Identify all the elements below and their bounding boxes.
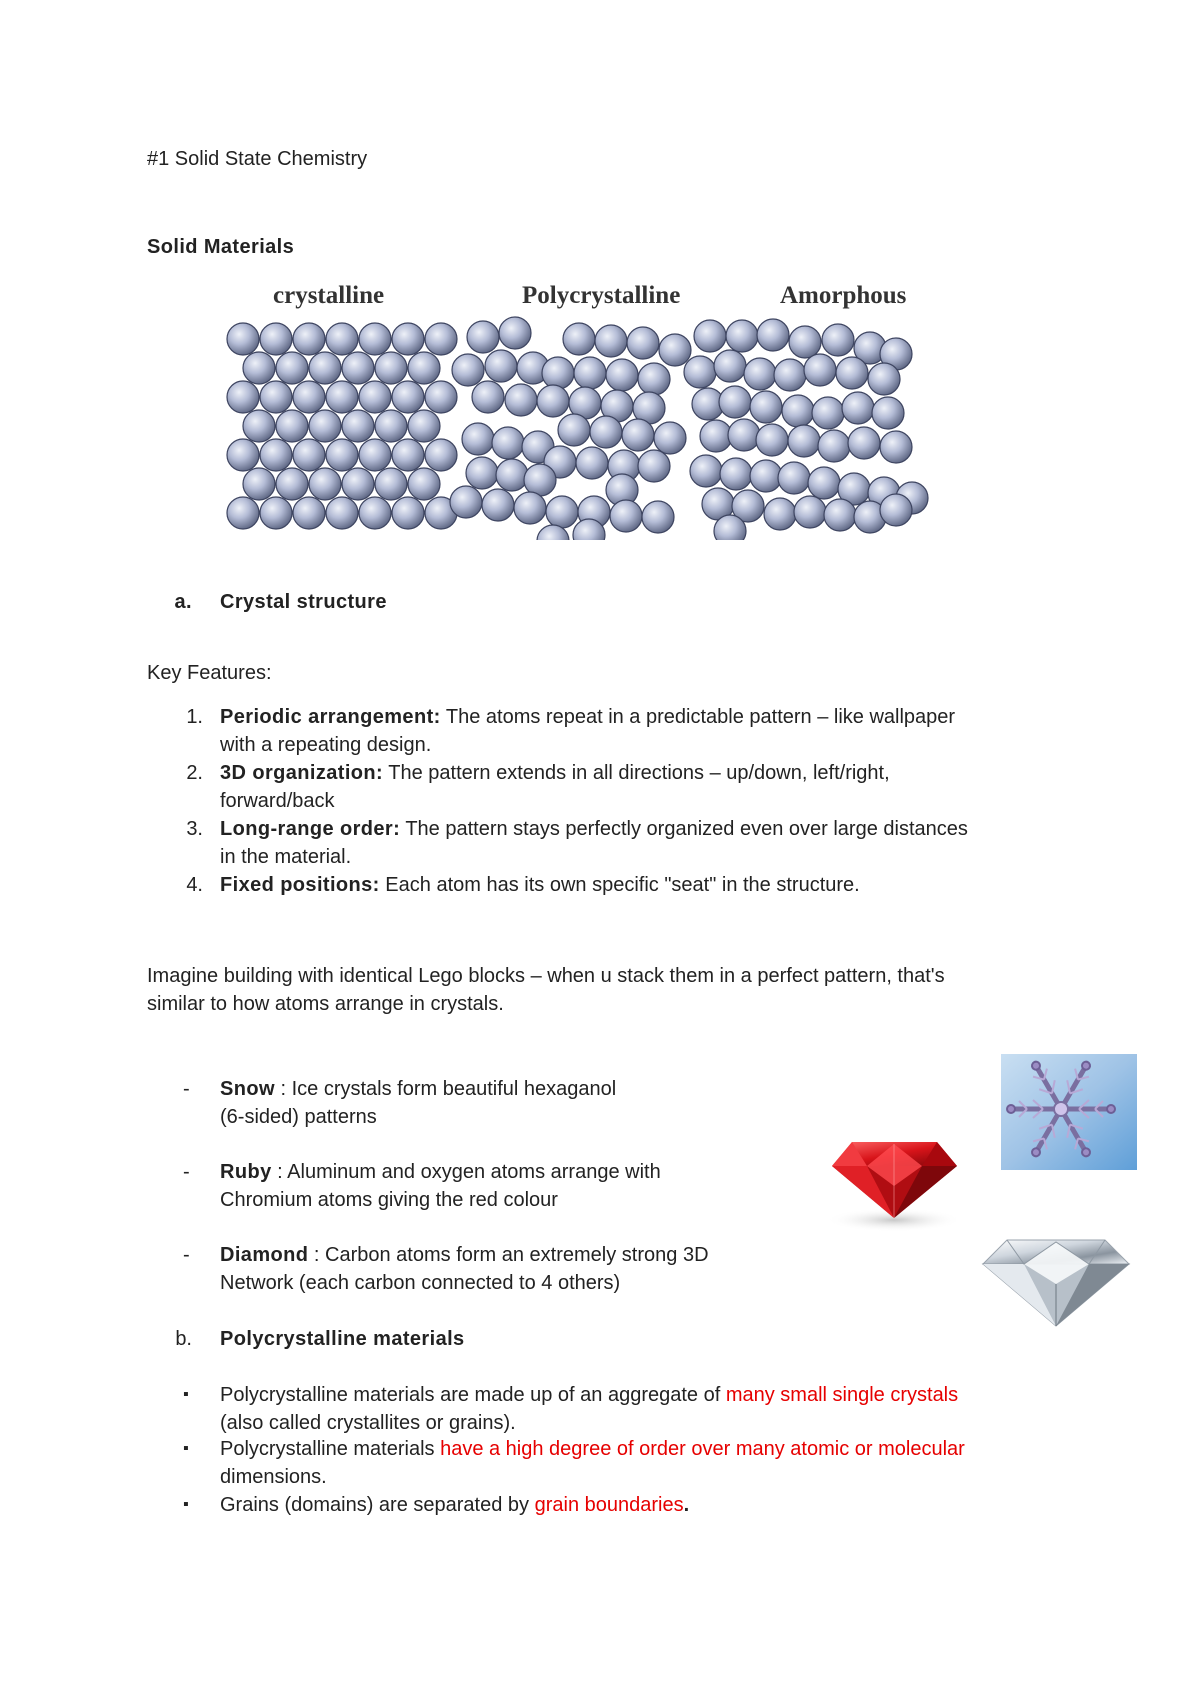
atom-sphere [694, 320, 726, 352]
atom-sphere [842, 392, 874, 424]
atom-sphere [868, 363, 900, 395]
bullet-item: Polycrystalline materials are made up of an aggregate of many small single crystals [220, 1384, 959, 1406]
atom-sphere [260, 439, 292, 471]
atom-sphere [744, 358, 776, 390]
atom-sphere [326, 497, 358, 529]
atom-sphere [425, 381, 457, 413]
feature-number: 3. [186, 818, 203, 840]
example-diamond: Diamond : Carbon atoms form an extremely strong 3D [220, 1244, 709, 1266]
atom-sphere [260, 497, 292, 529]
atom-sphere [848, 427, 880, 459]
atom-sphere [408, 352, 440, 384]
section-title: Solid Materials [147, 236, 295, 258]
atom-sphere [496, 459, 528, 491]
atom-sphere [514, 492, 546, 524]
atom-sphere [606, 359, 638, 391]
atom-sphere [359, 381, 391, 413]
atom-sphere [654, 422, 686, 454]
atom-sphere [714, 350, 746, 382]
feature-item: Fixed positions: Each atom has its own specific "seat" in the structure. [220, 874, 860, 896]
atom-sphere [466, 457, 498, 489]
atom-sphere [728, 419, 760, 451]
atom-sphere [408, 468, 440, 500]
solid-structures-figure [220, 280, 990, 540]
atom-sphere [764, 498, 796, 530]
feature-item: Periodic arrangement: The atoms repeat in a predictable pattern – like wallpaper [220, 706, 956, 728]
list-dash: - [183, 1161, 190, 1183]
atom-sphere [467, 321, 499, 353]
example-ruby-continued: Chromium atoms giving the red colour [220, 1189, 558, 1211]
atom-sphere [392, 323, 424, 355]
atom-sphere [750, 460, 782, 492]
atom-sphere [684, 356, 716, 388]
document-heading: #1 Solid State Chemistry [147, 148, 368, 170]
atom-sphere [836, 357, 868, 389]
atom-sphere [482, 489, 514, 521]
bullet-marker: ▪ [183, 1496, 189, 1513]
figure-label-polycrystalline: Polycrystalline [522, 282, 681, 309]
atom-sphere [638, 363, 670, 395]
feature-item-continued: in the material. [220, 846, 352, 868]
feature-item-continued: forward/back [220, 790, 335, 812]
atom-sphere [342, 468, 374, 500]
atom-sphere [485, 350, 517, 382]
section-a-marker: a. [174, 591, 192, 613]
atom-sphere [824, 499, 856, 531]
atom-sphere [260, 381, 292, 413]
atom-sphere [326, 323, 358, 355]
feature-item: 3D organization: The pattern extends in all directions – up/down, left/right, [220, 762, 890, 784]
bullet-item-continued: (also called crystallites or grains). [220, 1412, 516, 1434]
atom-sphere [542, 357, 574, 389]
section-b-marker: b. [175, 1328, 192, 1350]
feature-item: Long-range order: The pattern stays perfectly organized even over large distances [220, 818, 968, 840]
atom-sphere [812, 397, 844, 429]
atom-sphere [472, 381, 504, 413]
bullet-item-continued: dimensions. [220, 1466, 327, 1488]
atom-sphere [293, 439, 325, 471]
atom-sphere [505, 384, 537, 416]
atom-sphere [537, 385, 569, 417]
atom-sphere [392, 381, 424, 413]
atom-sphere [690, 455, 722, 487]
analogy-paragraph-continued: similar to how atoms arrange in crystals. [147, 993, 504, 1015]
atom-sphere [794, 496, 826, 528]
feature-number: 4. [186, 874, 203, 896]
atom-sphere [750, 391, 782, 423]
atom-sphere [726, 320, 758, 352]
atom-sphere [627, 327, 659, 359]
bullet-item: Grains (domains) are separated by grain boundaries. [220, 1494, 690, 1516]
atom-sphere [558, 414, 590, 446]
atom-sphere [243, 352, 275, 384]
feature-number: 1. [186, 706, 203, 728]
atom-sphere [595, 325, 627, 357]
diamond-gem-icon [979, 1234, 1133, 1334]
atom-sphere [590, 416, 622, 448]
atom-sphere [789, 326, 821, 358]
list-dash: - [183, 1244, 190, 1266]
atom-sphere [880, 494, 912, 526]
atom-sphere [293, 497, 325, 529]
snowflake-icon [1001, 1054, 1137, 1170]
atom-sphere [782, 395, 814, 427]
atom-sphere [375, 352, 407, 384]
atom-sphere [309, 468, 341, 500]
atom-sphere [452, 354, 484, 386]
atom-sphere [499, 317, 531, 349]
atom-sphere [392, 497, 424, 529]
atom-sphere [756, 424, 788, 456]
atom-sphere [714, 515, 746, 540]
atom-sphere [757, 319, 789, 351]
atom-sphere [243, 410, 275, 442]
atom-sphere [342, 410, 374, 442]
atom-sphere [563, 323, 595, 355]
example-diamond-continued: Network (each carbon connected to 4 others) [220, 1272, 621, 1294]
atom-sphere [227, 497, 259, 529]
atom-sphere [574, 357, 606, 389]
atom-sphere [309, 410, 341, 442]
feature-item-continued: with a repeating design. [220, 734, 432, 756]
section-a-title: Crystal structure [220, 591, 387, 613]
atom-sphere [276, 352, 308, 384]
bullet-item: Polycrystalline materials have a high degree of order over many atomic or molecular [220, 1438, 965, 1460]
atom-sphere [822, 324, 854, 356]
bullet-marker: ▪ [183, 1386, 189, 1403]
atom-sphere [872, 397, 904, 429]
atom-sphere [276, 410, 308, 442]
atom-sphere [375, 410, 407, 442]
list-dash: - [183, 1078, 190, 1100]
analogy-paragraph: Imagine building with identical Lego blocks – when u stack them in a perfect pattern, that's [147, 965, 945, 987]
atom-sphere [260, 323, 292, 355]
atom-sphere [524, 464, 556, 496]
atom-sphere [610, 500, 642, 532]
key-features-label: Key Features: [147, 662, 272, 684]
atom-sphere [700, 420, 732, 452]
atom-sphere [326, 439, 358, 471]
atom-sphere [293, 323, 325, 355]
atom-sphere [425, 323, 457, 355]
atom-sphere [293, 381, 325, 413]
atom-sphere [425, 439, 457, 471]
atom-sphere [462, 423, 494, 455]
atom-sphere [818, 430, 850, 462]
atom-sphere [450, 486, 482, 518]
ruby-gem-icon [822, 1126, 967, 1234]
atom-sphere [227, 439, 259, 471]
atom-sphere [719, 386, 751, 418]
atom-sphere [642, 501, 674, 533]
bullet-marker: ▪ [183, 1440, 189, 1457]
atom-sphere [720, 458, 752, 490]
example-snow: Snow : Ice crystals form beautiful hexaganol [220, 1078, 617, 1100]
atom-sphere [808, 467, 840, 499]
atom-sphere [227, 381, 259, 413]
atom-sphere [880, 431, 912, 463]
atom-sphere [342, 352, 374, 384]
atom-sphere [638, 450, 670, 482]
atom-sphere [359, 323, 391, 355]
atom-sphere [408, 410, 440, 442]
atom-sphere [243, 468, 275, 500]
atom-sphere-diagram [220, 280, 990, 540]
atom-sphere [359, 439, 391, 471]
figure-label-amorphous: Amorphous [780, 282, 907, 309]
atom-sphere [804, 354, 836, 386]
atom-sphere [774, 359, 806, 391]
atom-sphere [309, 352, 341, 384]
atom-sphere [359, 497, 391, 529]
atom-sphere [576, 447, 608, 479]
atom-sphere [276, 468, 308, 500]
atom-sphere [375, 468, 407, 500]
atom-sphere [227, 323, 259, 355]
atom-sphere [622, 419, 654, 451]
example-snow-continued: (6-sided) patterns [220, 1106, 377, 1128]
atom-sphere [788, 425, 820, 457]
atom-sphere [546, 496, 578, 528]
example-ruby: Ruby : Aluminum and oxygen atoms arrange with [220, 1161, 661, 1183]
atom-sphere [659, 334, 691, 366]
atom-sphere [778, 462, 810, 494]
atom-sphere [492, 427, 524, 459]
atom-sphere [392, 439, 424, 471]
figure-label-crystalline: crystalline [273, 282, 385, 309]
atom-sphere [326, 381, 358, 413]
feature-number: 2. [186, 762, 203, 784]
section-b-title: Polycrystalline materials [220, 1328, 465, 1350]
